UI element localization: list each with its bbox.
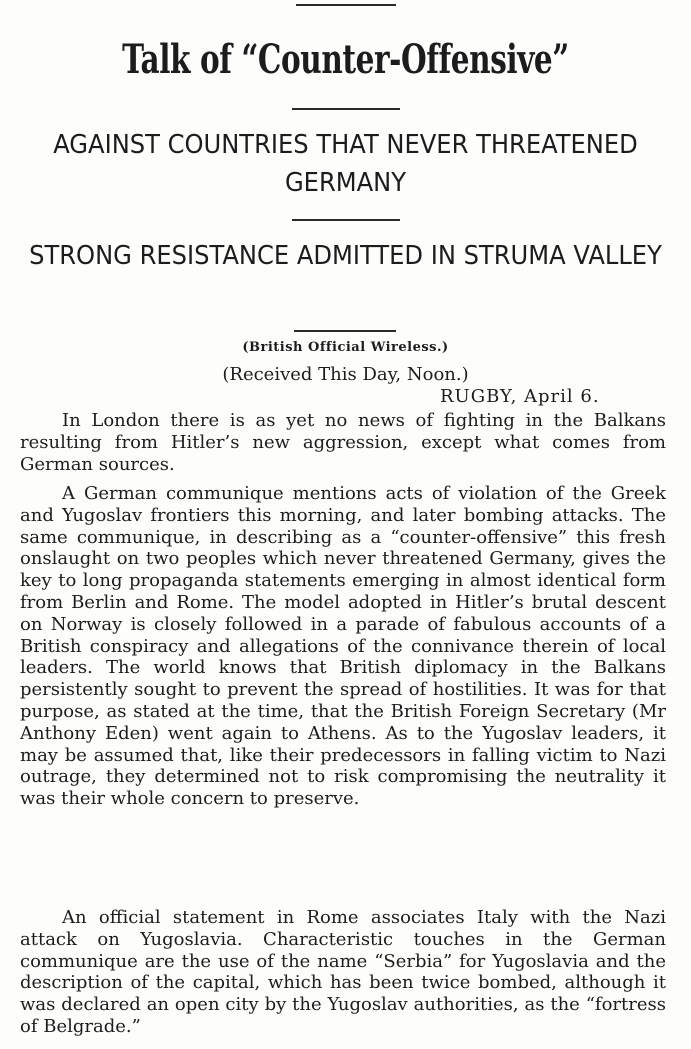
paragraph-text: An official statement in Rome associates Italy with the Nazi attack on Yugoslavia. Characteristic touches in the German communique are the use of the name “Serbia” for Yugoslavia and the description of the capital, which has been twice bombed, although it was declared an open city by the Yugoslav authorities, as the “fortress of Belgrade.” <box>20 907 666 1037</box>
dateline: RUGBY, April 6. <box>440 386 600 407</box>
paragraph-text: A German communique mentions acts of violation of the Greek and Yugoslav frontiers this morning, and later bombing attacks. The same communique, in describing as a “counter-offensive” this fresh onslaught on two peoples which never threatened Germany, gives the key to long propaganda statements emerging in almost identical form from Berlin and Rome. The model adopted in Hitler’s brutal descent on Norway is closely followed in a parade of fabulous accounts of a British conspiracy and allegations of the connivance therein of local leaders. The world knows that British diplomacy in the Balkans persistently sought to prevent the spread of hostilities. It was for that purpose, as stated at the time, that the British Foreign Secretary (Mr Anthony Eden) went again to Athens. As to the Yugoslav leaders, it may be assumed that, like their predecessors in falling victim to Nazi outrage, they determined not to risk compromising the neutrality it was their whole concern to preserve. <box>20 483 666 810</box>
subheadline-countries: AGAINST COUNTRIES THAT NEVER THREATENED GERMANY <box>53 130 638 198</box>
headline: Talk of “Counter-Offensive” <box>122 36 569 83</box>
article-paragraph-1 <box>20 410 666 475</box>
credit-rule <box>294 330 396 332</box>
wire-credit: (British Official Wireless.) <box>242 340 449 355</box>
paragraph-text: In London there is as yet no news of fighting in the Balkans resulting from Hitler’s new aggression, except what comes from German sources. <box>20 410 666 475</box>
headline-rule <box>292 108 400 110</box>
subheadline-struma: STRONG RESISTANCE ADMITTED IN STRUMA VALLEY <box>29 241 662 271</box>
article-paragraph-3 <box>20 907 666 1038</box>
article-paragraph-2 <box>20 483 666 810</box>
subhead-rule <box>292 219 400 221</box>
received-line: (Received This Day, Noon.) <box>222 364 469 385</box>
top-rule <box>296 4 396 6</box>
